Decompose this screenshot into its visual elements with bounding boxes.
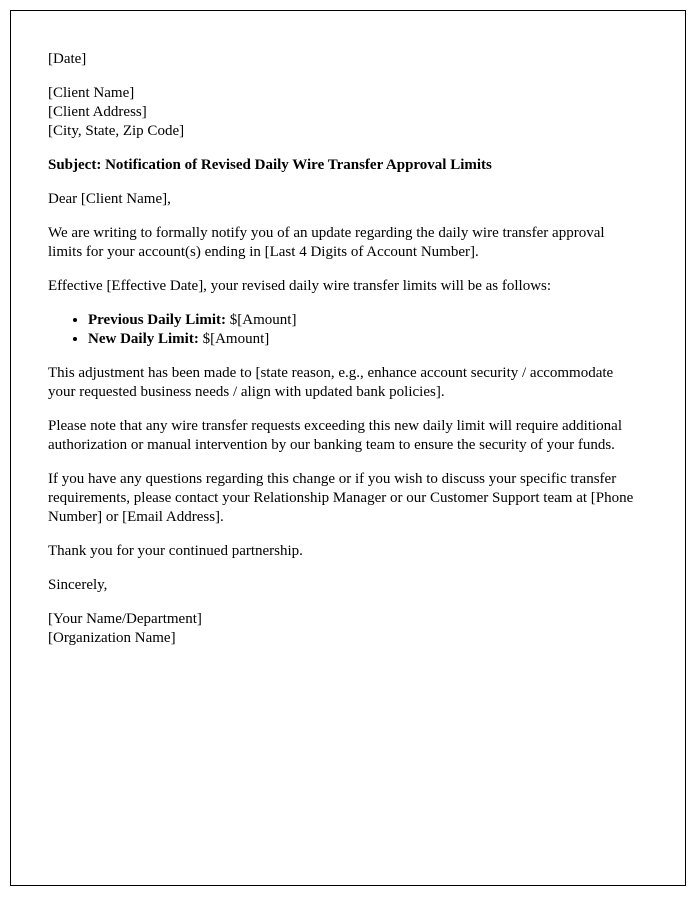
signature-name-department: [Your Name/Department] xyxy=(48,611,202,627)
limit-previous-label: Previous Daily Limit: xyxy=(88,312,227,328)
signature-block xyxy=(48,610,639,648)
date-line: [Date] xyxy=(48,51,87,67)
closing: Sincerely, xyxy=(48,577,108,593)
letter-page xyxy=(10,10,686,886)
limit-item-new xyxy=(88,330,639,349)
limit-new-label: New Daily Limit: xyxy=(88,331,199,347)
paragraph-intro: We are writing to formally notify you of an update regarding the daily wire transfer approval limits for your account(s) ending in [Last 4 Digits of Account Number]. xyxy=(48,225,605,260)
paragraph-note: Please note that any wire transfer requests exceeding this new daily limit will require additional authorization or manual intervention by our banking team to ensure the security of your funds. xyxy=(48,418,622,453)
paragraph-reason: This adjustment has been made to [state reason, e.g., enhance account security / accommodate your requested business needs / align with updated bank policies]. xyxy=(48,365,614,400)
paragraph-contact: If you have any questions regarding this change or if you wish to discuss your specific transfer requirements, please contact your Relationship Manager or our Customer Support team at [Phone Number] or [Email Address]. xyxy=(48,471,634,525)
limit-item-previous xyxy=(88,311,639,330)
subject-line: Subject: Notification of Revised Daily Wire Transfer Approval Limits xyxy=(48,157,492,173)
signature-organization: [Organization Name] xyxy=(48,630,176,646)
client-address-line: [Client Address] xyxy=(48,104,147,120)
recipient-address-block xyxy=(48,84,639,141)
limit-new-value: $[Amount] xyxy=(202,331,270,347)
client-name-line: [Client Name] xyxy=(48,85,135,101)
city-state-zip-line: [City, State, Zip Code] xyxy=(48,123,185,139)
salutation: Dear [Client Name], xyxy=(48,191,171,207)
paragraph-effective: Effective [Effective Date], your revised daily wire transfer limits will be as follows: xyxy=(48,278,552,294)
paragraph-thanks: Thank you for your continued partnership. xyxy=(48,543,303,559)
limit-previous-value: $[Amount] xyxy=(229,312,297,328)
limits-list xyxy=(48,311,639,349)
